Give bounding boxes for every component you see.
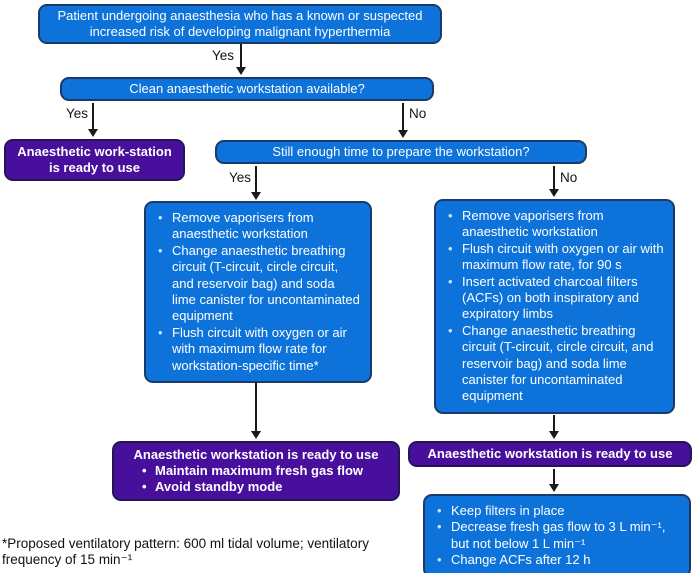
final-steps-box <box>423 494 691 573</box>
arrow-time-yes <box>255 166 257 192</box>
footnote: *Proposed ventilatory pattern: 600 ml tidal volume; ventilatory frequency of 15 min⁻¹ <box>2 536 369 568</box>
branch-label-no-far-right: No <box>560 170 578 185</box>
arrow-leftsteps-to-ready <box>255 382 257 431</box>
ready-workstation-mid-list <box>118 463 394 496</box>
arrow-clean-no <box>402 103 404 130</box>
question-clean-workstation-text: Clean anaesthetic workstation available? <box>129 81 365 97</box>
list-item: • Maintain maximum fresh gas flow <box>142 463 394 480</box>
question-enough-time <box>215 140 587 164</box>
list-item: • Remove vaporisers from anaesthetic workstation <box>446 208 665 241</box>
list-item: • Keep filters in place <box>435 503 681 519</box>
list-item: • Decrease fresh gas flow to 3 L min⁻¹, but not below 1 L min⁻¹ <box>435 519 681 552</box>
branch-label-yes-left: Yes <box>65 106 88 121</box>
question-enough-time-text: Still enough time to prepare the workstation? <box>272 144 530 160</box>
arrow-ready-to-final <box>553 469 555 484</box>
branch-label-no-right: No <box>409 106 427 121</box>
prepare-steps-left-box <box>144 201 372 383</box>
list-item: • Insert activated charcoal filters (ACFs) on both inspiratory and expiratory limbs <box>446 274 665 323</box>
ready-workstation-left-box <box>4 139 185 181</box>
ready-workstation-right-box <box>408 441 692 467</box>
prepare-steps-left-list <box>156 210 362 374</box>
ready-workstation-mid-title: Anaesthetic workstation is ready to use <box>133 447 379 462</box>
arrow-rightsteps-to-ready <box>553 415 555 431</box>
list-item: • Change anaesthetic breathing circuit (T-circuit, circle circuit, and reservoir bag) and soda lime canister for uncontaminated equipment <box>446 323 665 405</box>
question-clean-workstation <box>60 77 434 101</box>
prepare-steps-right-box <box>434 199 675 414</box>
branch-label-yes-top: Yes <box>211 48 234 63</box>
branch-label-yes-mid: Yes <box>228 170 251 185</box>
list-item: • Avoid standby mode <box>142 479 394 496</box>
list-item: • Flush circuit with oxygen or air with maximum flow rate for workstation-specific time* <box>156 325 362 374</box>
list-item: • Flush circuit with oxygen or air with maximum flow rate, for 90 s <box>446 241 665 274</box>
arrow-start-to-clean <box>240 44 242 67</box>
arrow-time-no <box>553 166 555 189</box>
prepare-steps-right-list <box>446 208 665 405</box>
list-item: • Change anaesthetic breathing circuit (T-circuit, circle circuit, and reservoir bag) and soda lime canister for uncontaminated equipment <box>156 243 362 325</box>
final-steps-list <box>435 503 681 569</box>
arrow-clean-yes <box>92 103 94 129</box>
ready-workstation-left-text: Anaesthetic work-station is ready to use <box>17 144 172 175</box>
start-box <box>38 4 442 44</box>
ready-workstation-mid-box <box>112 441 400 501</box>
ready-workstation-right-text: Anaesthetic workstation is ready to use <box>427 446 673 462</box>
list-item: • Remove vaporisers from anaesthetic workstation <box>156 210 362 243</box>
list-item: • Change ACFs after 12 h <box>435 552 681 568</box>
start-box-text: Patient undergoing anaesthesia who has a known or suspected increased risk of developing malignant hyperthermia <box>57 8 423 39</box>
